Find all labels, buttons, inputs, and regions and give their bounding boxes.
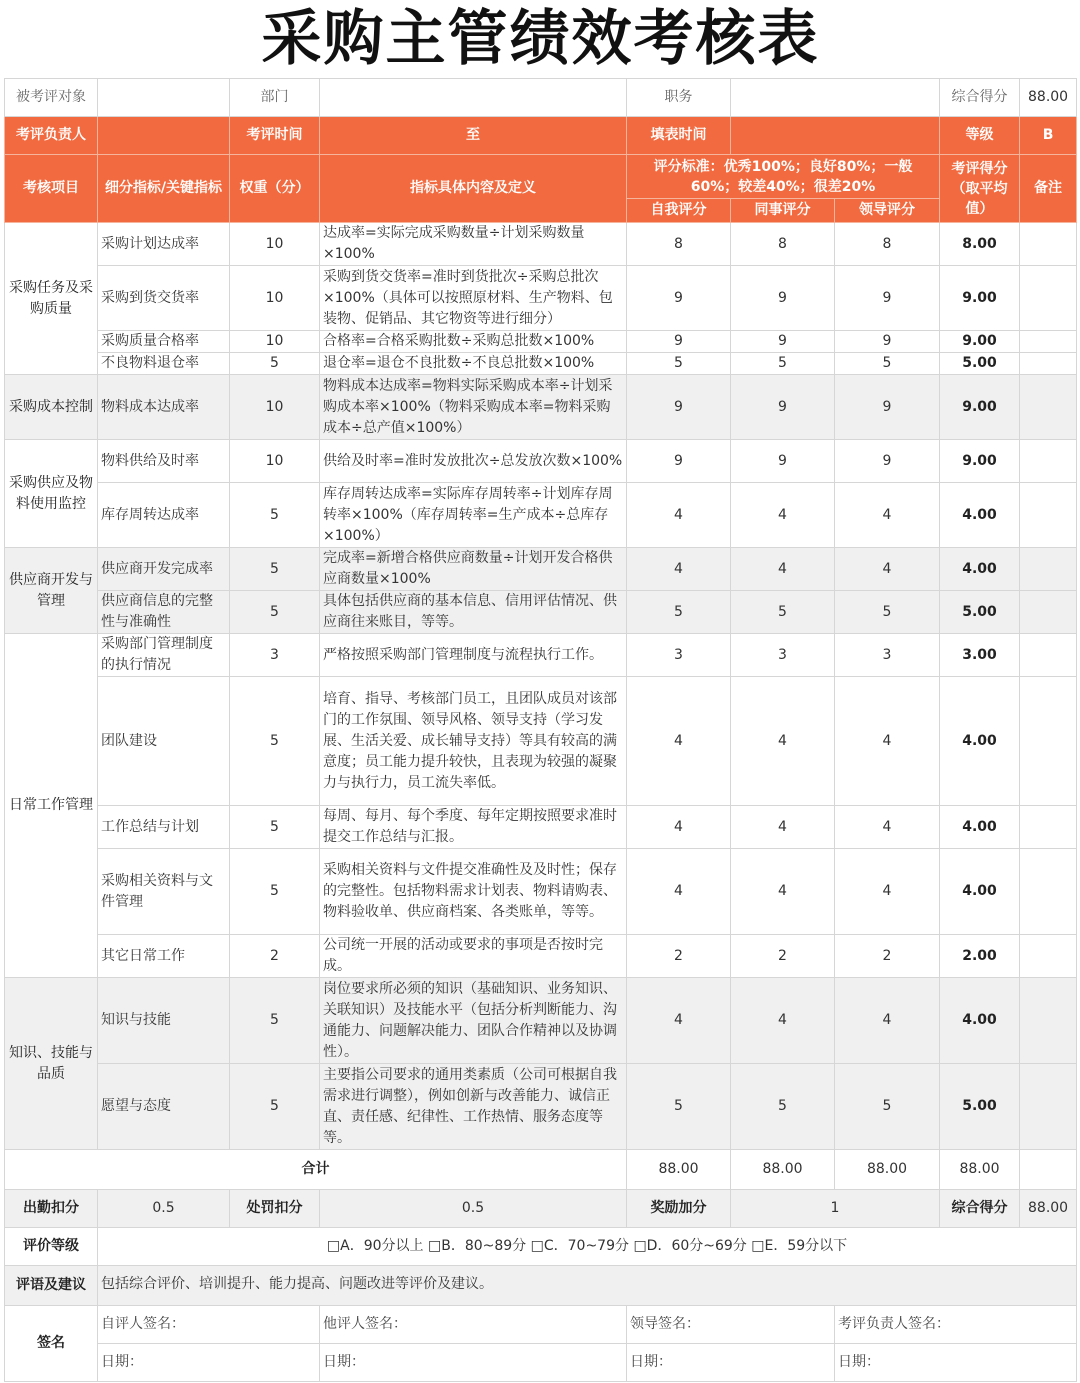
- to-label: 至: [320, 117, 627, 155]
- self-score-cell[interactable]: 8: [627, 223, 731, 266]
- avg-score-cell: 3.00: [940, 634, 1020, 677]
- grade-options[interactable]: □A．90分以上 □B．80~89分 □C．70~79分 □D．60分~69分 □E．59分以下: [98, 1228, 1077, 1266]
- avg-score-cell: 5.00: [940, 591, 1020, 634]
- definition-cell: 主要指公司要求的通用类素质（公司可根据自我需求进行调整），例如创新与改善能力、诚信正直、责任感、纪律性、工作热情、服务态度等等。: [320, 1064, 627, 1150]
- comment-text[interactable]: 包括综合评价、培训提升、能力提高、问题改进等评价及建议。: [98, 1266, 1077, 1306]
- indicator-cell: 团队建设: [98, 677, 230, 806]
- peer-score-cell[interactable]: 3: [731, 634, 835, 677]
- remark-cell[interactable]: [1020, 223, 1077, 266]
- category-cell: 采购供应及物料使用监控: [5, 440, 98, 548]
- leader-sign[interactable]: 领导签名：: [627, 1306, 835, 1344]
- weight-cell: 5: [230, 353, 320, 375]
- leader-score-cell[interactable]: 4: [835, 849, 940, 935]
- indicator-cell: 库存周转达成率: [98, 483, 230, 548]
- weight-cell: 5: [230, 978, 320, 1064]
- indicator-cell: 愿望与态度: [98, 1064, 230, 1150]
- penalty-label: 处罚扣分: [230, 1190, 320, 1228]
- table-row: [5, 935, 1077, 978]
- remark-cell[interactable]: [1020, 677, 1077, 806]
- leader-score-cell[interactable]: 4: [835, 483, 940, 548]
- definition-cell: 严格按照采购部门管理制度与流程执行工作。: [320, 634, 627, 677]
- weight-cell: 5: [230, 677, 320, 806]
- fill-time-field[interactable]: [731, 117, 940, 155]
- position-field[interactable]: [731, 79, 940, 117]
- remark-cell[interactable]: [1020, 634, 1077, 677]
- table-row: [5, 634, 1077, 677]
- leader-score-cell[interactable]: 4: [835, 677, 940, 806]
- definition-cell: 合格率=合格采购批数÷采购总批数×100%: [320, 331, 627, 353]
- peer-score-cell[interactable]: 5: [731, 1064, 835, 1150]
- score-rows: [5, 223, 1077, 1150]
- table-row: [5, 548, 1077, 591]
- attendance-label: 出勤扣分: [5, 1190, 98, 1228]
- remark-cell[interactable]: [1020, 935, 1077, 978]
- peer-score-cell[interactable]: 9: [731, 266, 835, 331]
- leader-score-cell[interactable]: 9: [835, 331, 940, 353]
- table-row: [5, 677, 1077, 806]
- header-item: 考核项目: [5, 155, 98, 223]
- bonus-label: 奖励加分: [627, 1190, 731, 1228]
- weight-cell: 5: [230, 483, 320, 548]
- other-date[interactable]: 日期：: [320, 1344, 627, 1382]
- weight-cell: 10: [230, 331, 320, 353]
- self-score-cell[interactable]: 4: [627, 548, 731, 591]
- avg-score-cell: 9.00: [940, 266, 1020, 331]
- peer-score-cell[interactable]: 9: [731, 331, 835, 353]
- header-indicator: 细分指标/关键指标: [98, 155, 230, 223]
- leader-score-cell[interactable]: 4: [835, 806, 940, 849]
- indicator-cell: 供应商开发完成率: [98, 548, 230, 591]
- page-title: 采购主管绩效考核表: [261, 3, 820, 74]
- peer-score-cell[interactable]: 9: [731, 375, 835, 440]
- definition-cell: 具体包括供应商的基本信息、信用评估情况、供应商往来账目，等等。: [320, 591, 627, 634]
- table-row: [5, 331, 1077, 353]
- grade-value: B: [1020, 117, 1077, 155]
- table-row: [5, 375, 1077, 440]
- total-label: 合计: [5, 1150, 627, 1190]
- table-row: [5, 223, 1077, 266]
- leader-score-cell[interactable]: 3: [835, 634, 940, 677]
- category-cell: 采购任务及采购质量: [5, 223, 98, 375]
- avg-score-cell: 9.00: [940, 375, 1020, 440]
- peer-score-cell[interactable]: 2: [731, 935, 835, 978]
- avg-score-cell: 4.00: [940, 483, 1020, 548]
- total-leader: 88.00: [835, 1150, 940, 1190]
- indicator-cell: 采购质量合格率: [98, 331, 230, 353]
- self-score-cell[interactable]: 5: [627, 1064, 731, 1150]
- target-field[interactable]: [98, 79, 230, 117]
- weight-cell: 3: [230, 634, 320, 677]
- total-remark[interactable]: [1020, 1150, 1077, 1190]
- self-score-cell[interactable]: 4: [627, 978, 731, 1064]
- weight-cell: 5: [230, 806, 320, 849]
- category-cell: 日常工作管理: [5, 634, 98, 978]
- indicator-cell: 采购到货交货率: [98, 266, 230, 331]
- time-label: 考评时间: [230, 117, 320, 155]
- definition-cell: 采购到货交货率=准时到货批次÷采购总批次×100%（具体可以按照原材料、生产物料、包装物、促销品、其它物资等进行细分）: [320, 266, 627, 331]
- grade-label: 等级: [940, 117, 1020, 155]
- leader-score-cell[interactable]: 9: [835, 375, 940, 440]
- signature-label: 签名: [5, 1306, 98, 1382]
- responsible-date[interactable]: 日期：: [835, 1344, 1077, 1382]
- performance-table: [4, 0, 1077, 1382]
- leader-date[interactable]: 日期：: [627, 1344, 835, 1382]
- header-remark: 备注: [1020, 155, 1077, 223]
- bonus-value: 1: [731, 1190, 940, 1228]
- definition-cell: 达成率=实际完成采购数量÷计划采购数量×100%: [320, 223, 627, 266]
- avg-score-cell: 9.00: [940, 331, 1020, 353]
- peer-score-cell[interactable]: 4: [731, 483, 835, 548]
- avg-score-cell: 2.00: [940, 935, 1020, 978]
- other-sign[interactable]: 他评人签名：: [320, 1306, 627, 1344]
- header-score: 考评得分（取平均值）: [940, 155, 1020, 223]
- peer-score-cell[interactable]: 4: [731, 806, 835, 849]
- avg-score-cell: 8.00: [940, 223, 1020, 266]
- header-leader: 领导评分: [835, 199, 940, 223]
- indicator-cell: 知识与技能: [98, 978, 230, 1064]
- indicator-cell: 采购相关资料与文件管理: [98, 849, 230, 935]
- table-row: [5, 806, 1077, 849]
- definition-cell: 公司统一开展的活动或要求的事项是否按时完成。: [320, 935, 627, 978]
- leader-score-cell[interactable]: 4: [835, 548, 940, 591]
- category-cell: 知识、技能与品质: [5, 978, 98, 1150]
- peer-score-cell[interactable]: 5: [731, 353, 835, 375]
- weight-cell: 10: [230, 223, 320, 266]
- total-score-label: 综合得分: [940, 79, 1020, 117]
- self-score-cell[interactable]: 4: [627, 483, 731, 548]
- remark-cell[interactable]: [1020, 978, 1077, 1064]
- definition-cell: 采购相关资料与文件提交准确性及及时性；保存的完整性。包括物料需求计划表、物料请购表、物料验收单、供应商档案、各类账单，等等。: [320, 849, 627, 935]
- peer-score-cell[interactable]: 9: [731, 440, 835, 483]
- self-score-cell[interactable]: 5: [627, 591, 731, 634]
- remark-cell[interactable]: [1020, 1064, 1077, 1150]
- definition-cell: 物料成本达成率=物料实际采购成本率÷计划采购成本率×100%（物料采购成本率=物料采购成本÷总产值×100%）: [320, 375, 627, 440]
- dept-label: 部门: [230, 79, 320, 117]
- peer-score-cell[interactable]: 4: [731, 677, 835, 806]
- dept-field[interactable]: [320, 79, 627, 117]
- leader-score-cell[interactable]: 5: [835, 591, 940, 634]
- weight-cell: 10: [230, 440, 320, 483]
- avg-score-cell: 5.00: [940, 1064, 1020, 1150]
- self-score-cell[interactable]: 4: [627, 677, 731, 806]
- leader-score-cell[interactable]: 4: [835, 978, 940, 1064]
- header-definition: 指标具体内容及定义: [320, 155, 627, 223]
- comment-label: 评语及建议: [5, 1266, 98, 1306]
- attendance-value: 0.5: [98, 1190, 230, 1228]
- indicator-cell: 供应商信息的完整性与准确性: [98, 591, 230, 634]
- self-date[interactable]: 日期：: [98, 1344, 320, 1382]
- peer-score-cell[interactable]: 4: [731, 849, 835, 935]
- indicator-cell: 不良物料退仓率: [98, 353, 230, 375]
- remark-cell[interactable]: [1020, 353, 1077, 375]
- weight-cell: 10: [230, 375, 320, 440]
- table-row: [5, 266, 1077, 331]
- self-score-cell[interactable]: 9: [627, 440, 731, 483]
- total-self: 88.00: [627, 1150, 731, 1190]
- remark-cell[interactable]: [1020, 440, 1077, 483]
- definition-cell: 供给及时率=准时发放批次÷总发放次数×100%: [320, 440, 627, 483]
- peer-score-cell[interactable]: 8: [731, 223, 835, 266]
- avg-score-cell: 4.00: [940, 677, 1020, 806]
- indicator-cell: 其它日常工作: [98, 935, 230, 978]
- final-score-value: 88.00: [1020, 1190, 1077, 1228]
- self-score-cell[interactable]: 9: [627, 375, 731, 440]
- definition-cell: 完成率=新增合格供应商数量÷计划开发合格供应商数量×100%: [320, 548, 627, 591]
- self-score-cell[interactable]: 3: [627, 634, 731, 677]
- leader-score-cell[interactable]: 8: [835, 223, 940, 266]
- header-weight: 权重（分）: [230, 155, 320, 223]
- penalty-value: 0.5: [320, 1190, 627, 1228]
- responsible-sign[interactable]: 考评负责人签名：: [835, 1306, 1077, 1344]
- position-label: 职务: [627, 79, 731, 117]
- table-row: [5, 353, 1077, 375]
- remark-cell[interactable]: [1020, 375, 1077, 440]
- remark-cell[interactable]: [1020, 331, 1077, 353]
- category-cell: 供应商开发与管理: [5, 548, 98, 634]
- category-cell: 采购成本控制: [5, 375, 98, 440]
- leader-score-cell[interactable]: 5: [835, 1064, 940, 1150]
- indicator-cell: 物料成本达成率: [98, 375, 230, 440]
- weight-cell: 5: [230, 1064, 320, 1150]
- responsible-field[interactable]: [98, 117, 230, 155]
- remark-cell[interactable]: [1020, 483, 1077, 548]
- weight-cell: 2: [230, 935, 320, 978]
- indicator-cell: 物料供给及时率: [98, 440, 230, 483]
- remark-cell[interactable]: [1020, 849, 1077, 935]
- remark-cell[interactable]: [1020, 548, 1077, 591]
- weight-cell: 5: [230, 548, 320, 591]
- self-score-cell[interactable]: 9: [627, 266, 731, 331]
- definition-cell: 每周、每月、每个季度、每年定期按照要求准时提交工作总结与汇报。: [320, 806, 627, 849]
- indicator-cell: 工作总结与计划: [98, 806, 230, 849]
- fill-time-label: 填表时间: [627, 117, 731, 155]
- remark-cell[interactable]: [1020, 806, 1077, 849]
- table-row: [5, 1064, 1077, 1150]
- peer-score-cell[interactable]: 4: [731, 548, 835, 591]
- responsible-label: 考评负责人: [5, 117, 98, 155]
- table-row: [5, 849, 1077, 935]
- remark-cell[interactable]: [1020, 591, 1077, 634]
- final-score-label: 综合得分: [940, 1190, 1020, 1228]
- definition-cell: 库存周转达成率=实际库存周转率÷计划库存周转率×100%（库存周转率=生产成本÷总库存×100%）: [320, 483, 627, 548]
- definition-cell: 培育、指导、考核部门员工，且团队成员对该部门的工作氛围、领导风格、领导支持（学习发展、生活关爱、成长辅导支持）等具有较高的满意度；员工能力提升较快，且表现为较强的凝聚力与执行力，员工流失率低。: [320, 677, 627, 806]
- total-score-value: 88.00: [1020, 79, 1077, 117]
- self-score-cell[interactable]: 2: [627, 935, 731, 978]
- self-score-cell[interactable]: 4: [627, 806, 731, 849]
- avg-score-cell: 4.00: [940, 548, 1020, 591]
- header-self: 自我评分: [627, 199, 731, 223]
- avg-score-cell: 4.00: [940, 849, 1020, 935]
- leader-score-cell[interactable]: 5: [835, 353, 940, 375]
- self-score-cell[interactable]: 9: [627, 331, 731, 353]
- grade-eval-label: 评价等级: [5, 1228, 98, 1266]
- avg-score-cell: 5.00: [940, 353, 1020, 375]
- table-row: [5, 440, 1077, 483]
- weight-cell: 5: [230, 591, 320, 634]
- table-row: [5, 591, 1077, 634]
- peer-score-cell[interactable]: 5: [731, 591, 835, 634]
- avg-score-cell: 4.00: [940, 978, 1020, 1064]
- definition-cell: 岗位要求所必须的知识（基础知识、业务知识、关联知识）及技能水平（包括分析判断能力、沟通能力、问题解决能力、团队合作精神以及协调性）。: [320, 978, 627, 1064]
- weight-cell: 5: [230, 849, 320, 935]
- total-score: 88.00: [940, 1150, 1020, 1190]
- weight-cell: 10: [230, 266, 320, 331]
- avg-score-cell: 4.00: [940, 806, 1020, 849]
- total-peer: 88.00: [731, 1150, 835, 1190]
- indicator-cell: 采购部门管理制度的执行情况: [98, 634, 230, 677]
- self-sign[interactable]: 自评人签名：: [98, 1306, 320, 1344]
- indicator-cell: 采购计划达成率: [98, 223, 230, 266]
- header-standard: 评分标准：优秀100%；良好80%；一般60%；较差40%；很差20%: [627, 155, 940, 199]
- table-row: [5, 978, 1077, 1064]
- self-score-cell[interactable]: 5: [627, 353, 731, 375]
- remark-cell[interactable]: [1020, 266, 1077, 331]
- leader-score-cell[interactable]: 2: [835, 935, 940, 978]
- leader-score-cell[interactable]: 9: [835, 440, 940, 483]
- target-label: 被考评对象: [5, 79, 98, 117]
- self-score-cell[interactable]: 4: [627, 849, 731, 935]
- header-peer: 同事评分: [731, 199, 835, 223]
- peer-score-cell[interactable]: 4: [731, 978, 835, 1064]
- table-row: [5, 483, 1077, 548]
- leader-score-cell[interactable]: 9: [835, 266, 940, 331]
- definition-cell: 退仓率=退仓不良批数÷不良总批数×100%: [320, 353, 627, 375]
- avg-score-cell: 9.00: [940, 440, 1020, 483]
